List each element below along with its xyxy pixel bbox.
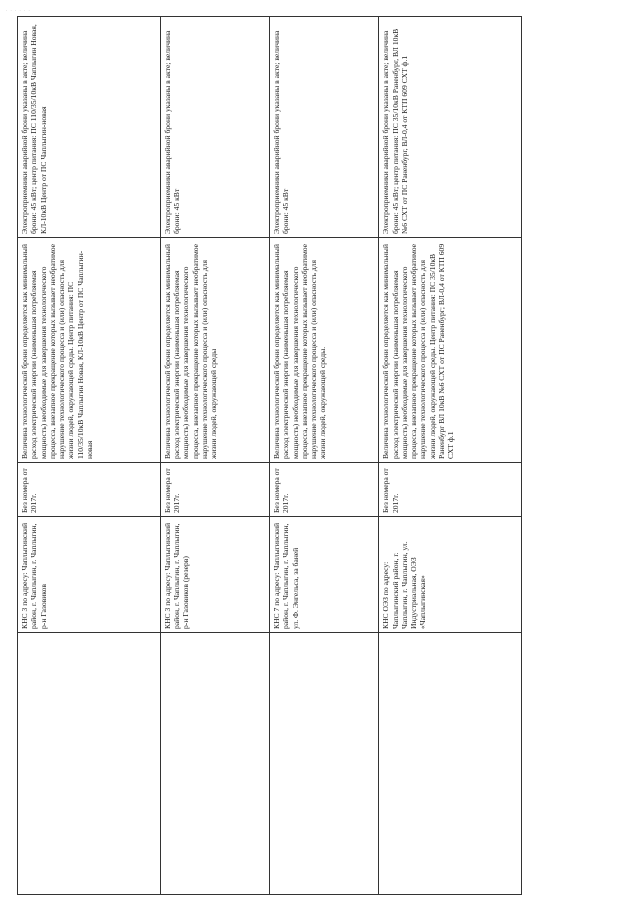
table-row xyxy=(18,17,161,895)
object-address-cell: КНС 3 по адресу: Чаплыгинский район, г. Чаплыгин, г. Чаплыгин, р-н Газовиков xyxy=(18,517,161,633)
act-number-cell: Без номера от 2017г. xyxy=(269,463,378,517)
emergency-reserve-cell: Электроприемники аварийной брони указаны в акте; величина брони: 45 кВт xyxy=(269,17,378,238)
object-address-cell: КНС ОЭЗ по адресу: Чаплыгинский район, г. Чаплыгин, г. Чаплыгин, ул. Индустриальная, ОЭЗ «Чаплыгинская» xyxy=(379,517,522,633)
act-number-cell: Без номера от 2017г. xyxy=(18,463,161,517)
object-address-cell: КНС 3 по адресу: Чаплыгинский район, г. Чаплыгин, г. Чаплыгин, р-н Газовиков (резерв) xyxy=(160,517,269,633)
table-row xyxy=(269,17,378,895)
tech-reserve-cell: Величина технологической брони определяется как минимальный расход электрической энергии (наименьшая потребляемая мощность) необходимые для завершения технологического процесса, внезапное прекращение которых вызывает необратимое нарушение технологического процесса и (или) опасность для жизни людей, окружающей среды. Центр питания: ПС 110/35/10кВ Чаплыгин Новая, КЛ-10кВ Центр от ПС Чаплыгин-новая xyxy=(18,238,161,463)
blank-cell xyxy=(379,633,522,895)
rotated-table-wrapper xyxy=(17,17,522,895)
tech-reserve-cell: Величина технологической брони определяется как минимальный расход электрической энергии (наименьшая потребляемая мощность) необходимые для завершения технологического процесса, внезапное прекращение которых вызывает необратимое нарушение технологического процесса и (или) опасность для жизни людей, окружающей среды. xyxy=(269,238,378,463)
scan-header-mark: . . . . . . xyxy=(6,8,31,13)
act-number-cell: Без номера от 2017г. xyxy=(379,463,522,517)
object-address-cell: КНС 7 по адресу: Чаплыгинский район, г. Чаплыгин, г. Чаплыгин, ул. Ф. Энгельса, за баней xyxy=(269,517,378,633)
act-number-cell: Без номера от 2017г. xyxy=(160,463,269,517)
emergency-reserve-cell: Электроприемники аварийной брони указаны в акте; величина брони: 45 кВт xyxy=(160,17,269,238)
table-row xyxy=(379,17,522,895)
emergency-reserve-cell: Электроприемники аварийной брони указаны в акте; величина брони: 45 кВт; центр питания: ПС 35/10кВ Раненбург, ВЛ 10кВ №6 СХТ от ПС Раненбург, ВЛ-0,4 от КТП 609 СХТ ф.1 xyxy=(379,17,522,238)
blank-cell xyxy=(160,633,269,895)
table-row xyxy=(160,17,269,895)
blank-cell xyxy=(18,633,161,895)
blank-cell xyxy=(269,633,378,895)
tech-reserve-cell: Величина технологической брони определяется как минимальный расход электрической энергии (наименьшая потребляемая мощность) необходимые для завершения технологического процесса, внезапное прекращение которых вызывает необратимое нарушение технологического процесса и (или) опасность для жизни людей, окружающей среды xyxy=(160,238,269,463)
tech-reserve-cell: Величина технологической брони определяется как минимальный расход электрической энергии (наименьшая потребляемая мощность) необходимые для завершения технологического процесса, внезапное прекращение которых вызывает необратимое нарушение технологического процесса и (или) опасность для жизни людей, окружающей среды. Центр питания: ПС 35/10кВ Раненбург ВЛ 10кВ №6 СХТ от ПС Раненбург; ВЛ-0,4 от КТП 609 СХТ ф.1 xyxy=(379,238,522,463)
reservation-table xyxy=(17,16,522,895)
emergency-reserve-cell: Электроприемники аварийной брони указаны в акте; величина брони: 45 кВт; центр питания: ПС 110/35/10кВ Чаплыгин Новая, КЛ-10кВ Центр от ПС Чаплыгин-новая xyxy=(18,17,161,238)
